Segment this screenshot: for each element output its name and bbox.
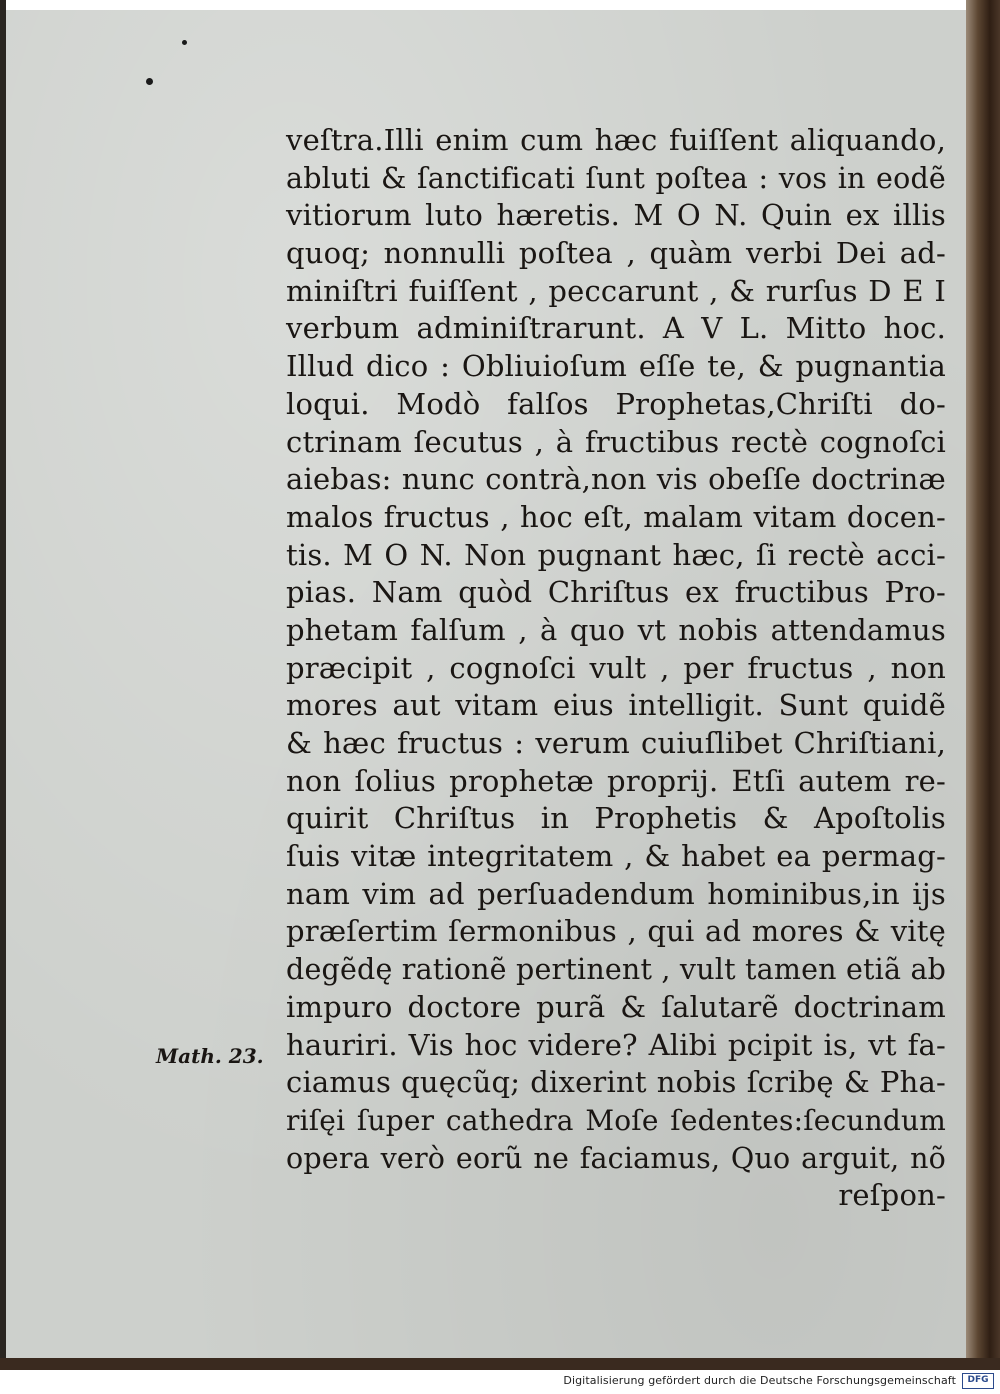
text-line: veſtra.Illi enim cum hæc fuiſſent aliquando, [286,123,946,157]
text-line: præſertim ſermonibus , qui ad mores & vitę [286,914,946,949]
page-text [286,122,946,1215]
book-binding-edge [966,0,1000,1370]
text-line: abluti & ſanctificati ſunt poſtea : vos in eodẽ [286,161,946,195]
text-line: riſęi ſuper cathedra Moſe ſedentes:ſecundum [286,1103,946,1137]
text-line: hauriri. Vis hoc videre? Alibi pcipit is, vt fa- [286,1027,946,1062]
footer-credit: Digitalisierung gefördert durch die Deutsche Forschungsgemeinschaft [563,1374,956,1387]
text-line: & hæc fructus : verum cuiuſlibet Chriſtiani, [286,726,946,760]
text-line: malos fructus , hoc eſt, malam vitam docen- [286,499,946,534]
text-line: reſpon- [838,1178,946,1213]
text-line: miniſtri fuiſſent , peccarunt , & rurſus D E I [286,273,946,308]
text-line: aiebas: nunc contrà,non vis obeſſe doctrinæ [286,462,946,497]
dfg-logo-icon: DFG [962,1373,994,1389]
text-line: mores aut vitam eius intelligit. Sunt quidẽ [286,688,946,723]
text-line: impuro doctore purã & ſalutarẽ doctrinam [286,989,946,1024]
text-line: nam vim ad perſuadendum hominibus,in ijs [286,876,946,911]
text-line: pias. Nam quòd Chriſtus ex fructibus Pro- [286,575,946,610]
text-line: ciamus quęcũq; dixerint nobis ſcribę & Pha- [286,1065,946,1100]
text-line: tis. M O N. Non pugnant hæc, ſi rectè acci- [286,537,946,572]
text-line: verbum adminiſtrarunt. A V L. Mitto hoc. [286,311,946,346]
ink-speck [182,40,187,45]
text-line: opera verò eorũ ne faciamus, Quo arguit, nõ [286,1141,946,1175]
text-line: vitiorum luto hæretis. M O N. Quin ex illis [286,198,946,233]
text-line: præcipit , cognoſci vult , per fructus , non [286,650,946,685]
text-line: Illud dico : Obliuioſum eſſe te, & pugnantia [286,349,946,384]
text-line: quoq; nonnulli poſtea , quàm verbi Dei ad- [286,236,946,271]
footer [0,1370,1000,1394]
bottom-scan-border [0,1358,1000,1370]
ink-speck [146,78,153,85]
text-line: phetam falſum , à quo vt nobis attendamus [286,612,946,647]
text-line: degẽdę rationẽ pertinent , vult tamen etiã ab [286,953,947,987]
text-line: ctrinam ſecutus , à fructibus rectè cognoſci [286,424,946,459]
text-line: loqui. Modò falſos Prophetas,Chriſti do- [286,386,946,421]
margin-note: Math. 23. [156,1044,264,1068]
text-line: quirit Chriſtus in Prophetis & Apoſtolis [286,801,946,836]
text-line: ſuis vitæ integritatem , & habet ea permag- [286,839,946,874]
text-line: non ſolius prophetæ proprij. Etſi autem re- [286,763,946,798]
